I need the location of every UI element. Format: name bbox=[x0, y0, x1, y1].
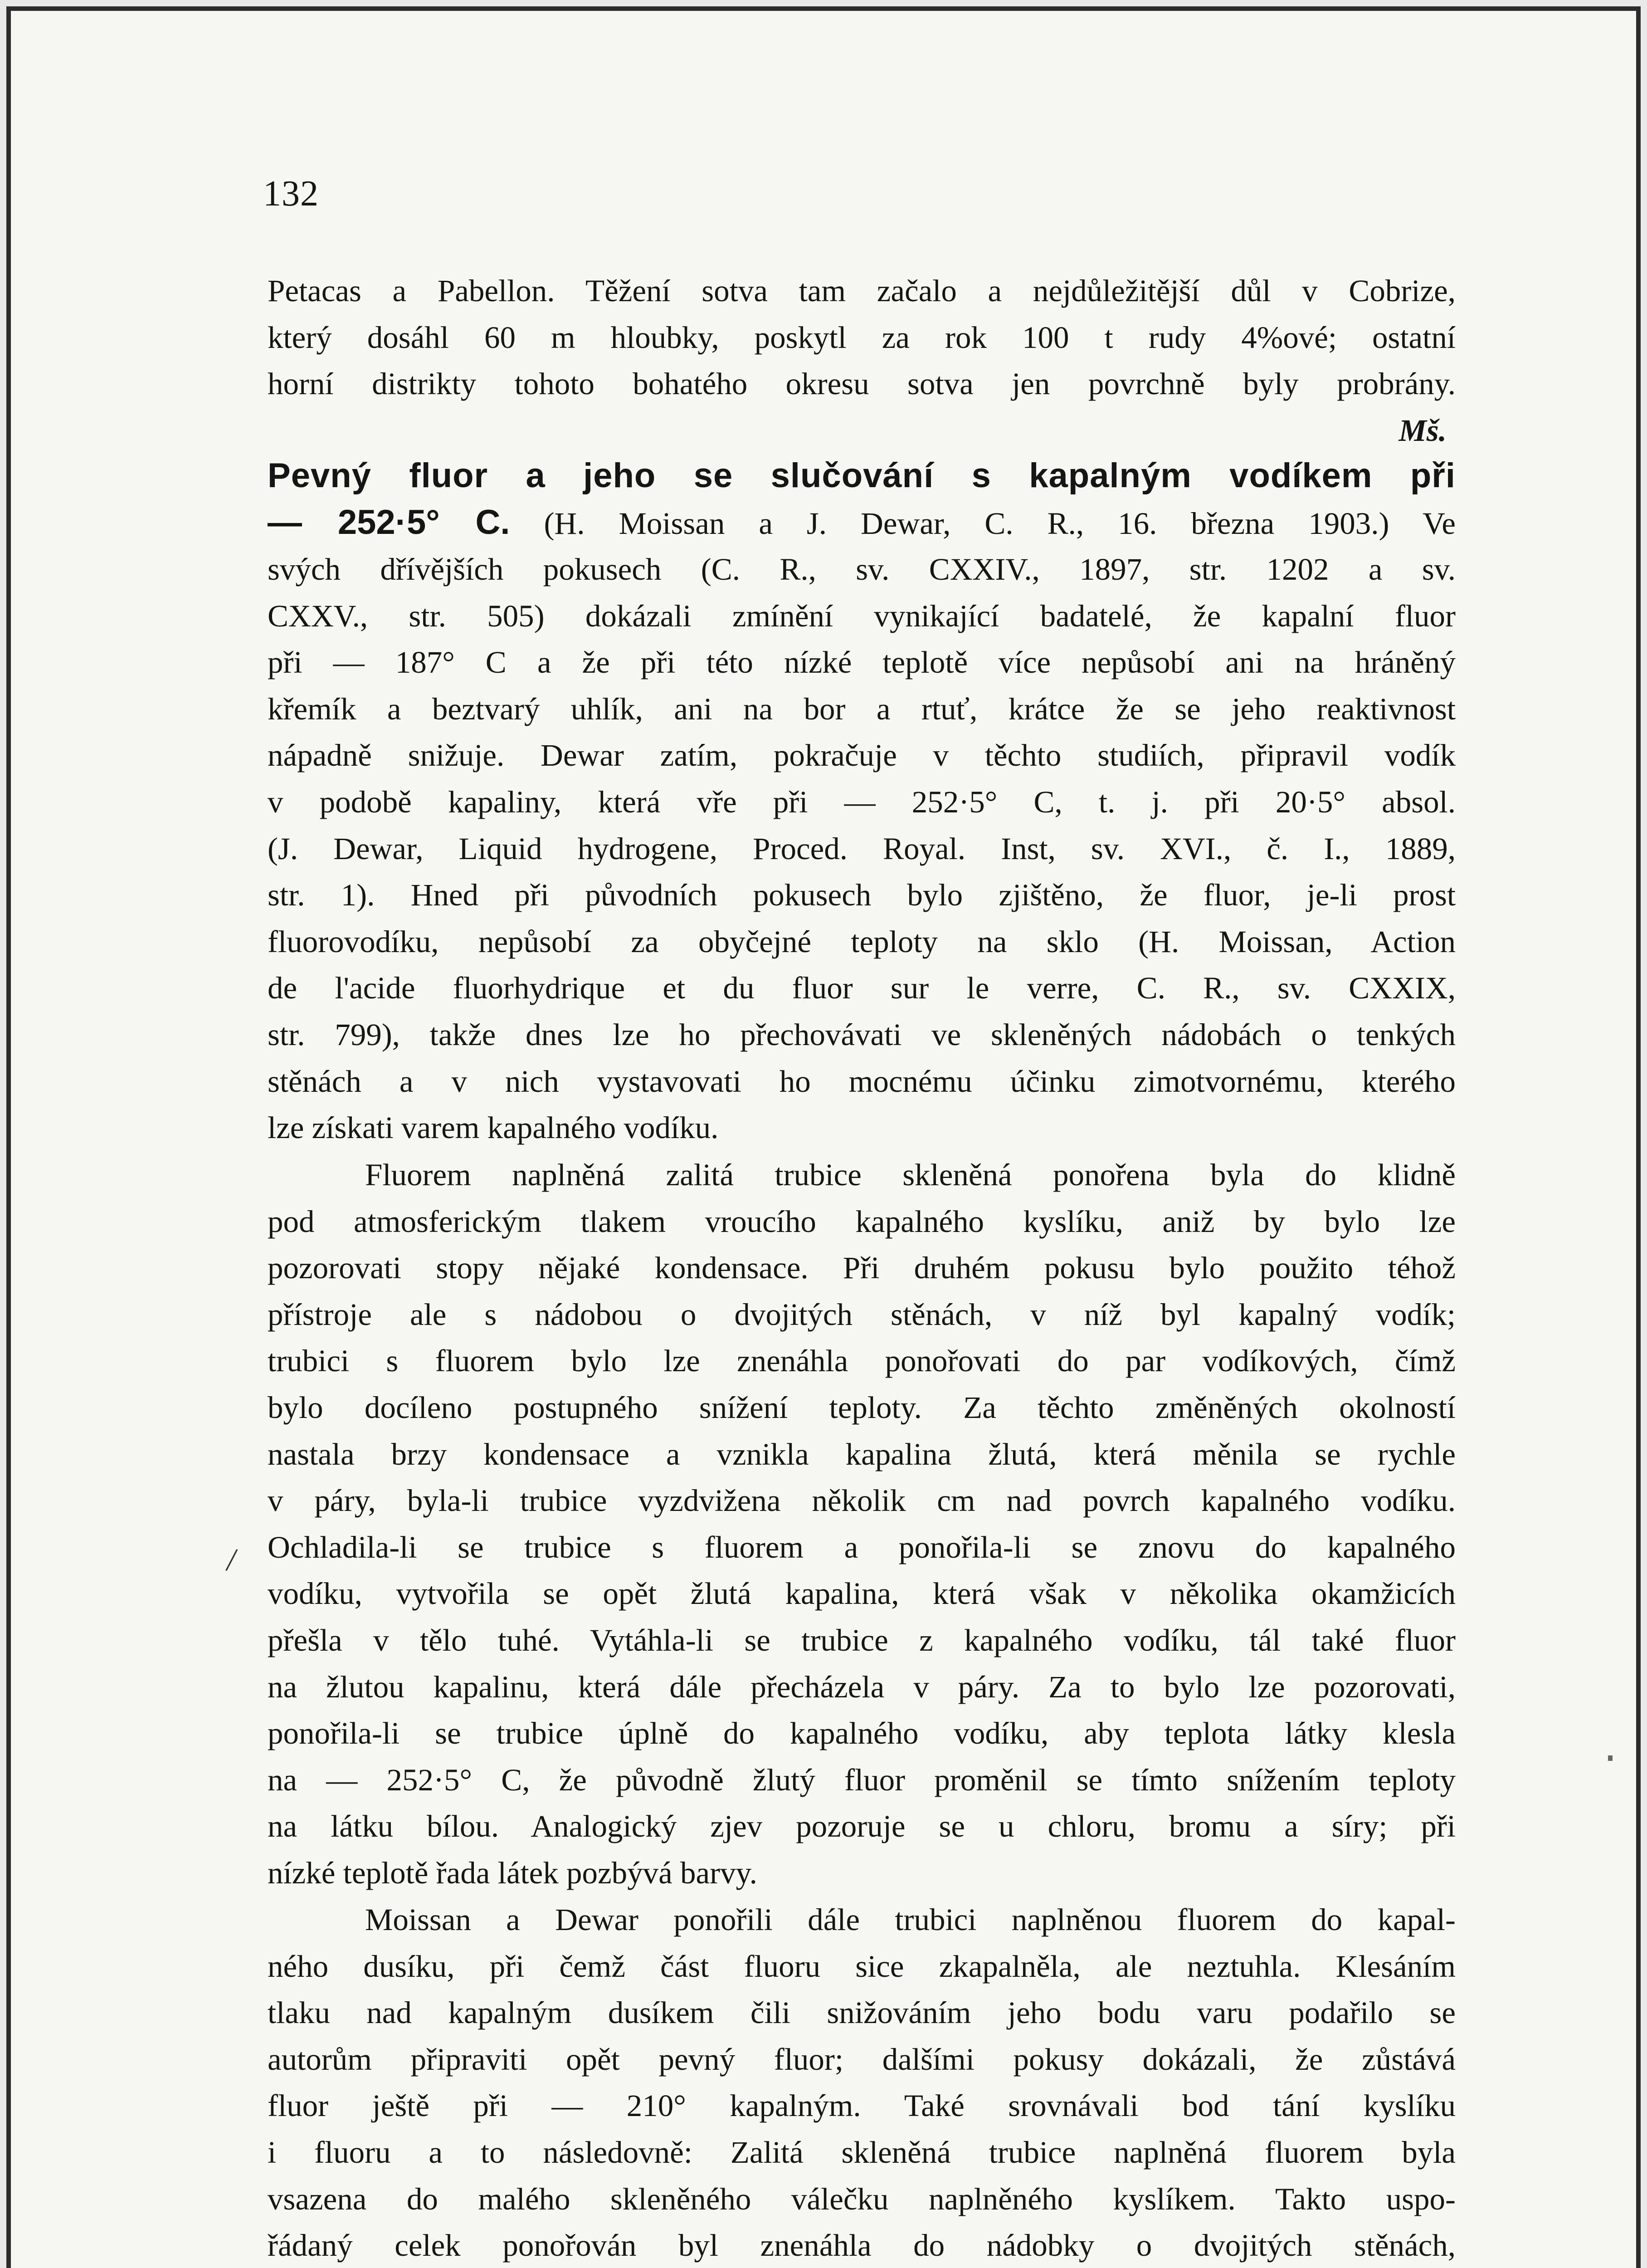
text-line: CXXV., str. 505) dokázali zmínění vynikající badatelé, že kapalní fluor bbox=[268, 598, 1456, 633]
paragraph-1 bbox=[268, 546, 1456, 1151]
text-line: pozorovati stopy nějaké kondensace. Při druhém pokusu bylo použito téhož bbox=[268, 1251, 1456, 1286]
text-line: nápadně snižuje. Dewar zatím, pokračuje v těchto studiích, připravil vodík bbox=[268, 738, 1456, 773]
margin-pencil-mark: / bbox=[227, 1543, 236, 1578]
text-line: fluorovodíku, nepůsobí za obyčejné teploty na sklo (H. Moissan, Action bbox=[268, 924, 1456, 959]
text-line: autorům připraviti opět pevný fluor; dalšími pokusy dokázali, že zůstává bbox=[268, 2042, 1456, 2077]
text-line: ponořila-li se trubice úplně do kapalného vodíku, aby teplota látky klesla bbox=[268, 1716, 1456, 1751]
text-line: str. 799), takže dnes lze ho přechovávati ve skleněných nádobách o tenkých bbox=[268, 1017, 1456, 1052]
text-line: tlaku nad kapalným dusíkem čili snižováním jeho bodu varu podařilo se bbox=[268, 1995, 1456, 2030]
title-temperature: — 252·5° C. bbox=[268, 503, 510, 542]
text-line: fluor ještě při — 210° kapalným. Také srovnávali bod tání kyslíku bbox=[268, 2088, 1456, 2123]
text-line: lze získati varem kapalného vodíku. bbox=[268, 1110, 719, 1145]
text-line: ného dusíku, při čemž část fluoru sice zkapalněla, ale neztuhla. Klesáním bbox=[268, 1949, 1456, 1984]
page-number: 132 bbox=[263, 174, 319, 214]
text-line: (J. Dewar, Liquid hydrogene, Proced. Royal. Inst, sv. XVI., č. I., 1889, bbox=[268, 831, 1456, 866]
text-line: pod atmosferickým tlakem vroucího kapalného kyslíku, aniž by bylo lze bbox=[268, 1204, 1456, 1239]
text-line: i fluoru a to následovně: Zalitá skleněná trubice naplněná fluorem byla bbox=[268, 2135, 1456, 2170]
text-line: řádaný celek ponořován byl znenáhla do nádobky o dvojitých stěnách, bbox=[268, 2228, 1456, 2263]
text-line: přešla v tělo tuhé. Vytáhla-li se trubice z kapalného vodíku, tál také fluor bbox=[268, 1623, 1456, 1657]
text-line: Moissan a Dewar ponořili dále trubici naplněnou fluorem do kapal- bbox=[365, 1902, 1456, 1937]
text-line: bylo docíleno postupného snížení teploty. Za těchto změněných okolností bbox=[268, 1390, 1456, 1425]
text-line: v páry, byla-li trubice vyzdvižena několik cm nad povrch kapalného vodíku. bbox=[268, 1483, 1456, 1518]
text-line: na — 252·5° C, že původně žlutý fluor proměnil se tímto snížením teploty bbox=[268, 1762, 1456, 1797]
text-line: horní distrikty tohoto bohatého okresu sotva jen povrchně byly probrány. bbox=[268, 367, 1456, 401]
intro-paragraph bbox=[268, 268, 1456, 454]
author-signature: Mš. bbox=[1398, 413, 1447, 448]
text-line: křemík a beztvarý uhlík, ani na bor a rtuť, krátce že se jeho reaktivnost bbox=[268, 691, 1456, 726]
text-line: Ochladila-li se trubice s fluorem a ponořila-li se znovu do kapalného bbox=[268, 1530, 1456, 1564]
text-line: nastala brzy kondensace a vznikla kapalina žlutá, která měnila se rychle bbox=[268, 1437, 1456, 1471]
text-line: de l'acide fluorhydrique et du fluor sur le verre, C. R., sv. CXXIX, bbox=[268, 971, 1456, 1006]
text-line: nízké teplotě řada látek pozbývá barvy. bbox=[268, 1855, 757, 1890]
text-line: na žlutou kapalinu, která dále přecházela v páry. Za to bylo lze pozorovati, bbox=[268, 1669, 1456, 1704]
text-line: str. 1). Hned při původních pokusech bylo zjištěno, že fluor, je-li prost bbox=[268, 878, 1456, 913]
scan-speck bbox=[1608, 1755, 1613, 1761]
text-line: přístroje ale s nádobou o dvojitých stěnách, v níž byl kapalný vodík; bbox=[268, 1297, 1456, 1332]
article-heading-block bbox=[268, 453, 1456, 547]
text-line: Petacas a Pabellon. Těžení sotva tam začalo a nejdůležitější důl v Cobrize, bbox=[268, 274, 1456, 308]
text-line: v podobě kapaliny, která vře při — 252·5° C, t. j. při 20·5° absol. bbox=[268, 784, 1456, 819]
article-title: Pevný fluor a jeho se slučování s kapalným vodíkem při bbox=[268, 456, 1456, 495]
article-citation-line bbox=[268, 499, 1456, 547]
text-line: stěnách a v nich vystavovati ho mocnému účinku zimotvornému, kterého bbox=[268, 1064, 1456, 1099]
text-line: který dosáhl 60 m hloubky, poskytl za rok 100 t rudy 4%ové; ostatní bbox=[268, 320, 1456, 355]
text-line: vodíku, vytvořila se opět žlutá kapalina, která však v několika okamžicích bbox=[268, 1576, 1456, 1611]
text-line: svých dřívějších pokusech (C. R., sv. CXXIV., 1897, str. 1202 a sv. bbox=[268, 552, 1456, 587]
text-line: vsazena do malého skleněného válečku naplněného kyslíkem. Takto uspo- bbox=[268, 2181, 1456, 2216]
paragraph-3 bbox=[268, 1897, 1456, 2268]
citation-text: (H. Moissan a J. Dewar, C. R., 16. března 1903.) Ve bbox=[544, 506, 1456, 541]
text-line: při — 187° C a že při této nízké teplotě více nepůsobí ani na hráněný bbox=[268, 645, 1456, 680]
text-line: trubici s fluorem bylo lze znenáhla ponořovati do par vodíkových, čímž bbox=[268, 1344, 1456, 1378]
text-line: na látku bílou. Analogický zjev pozoruje se u chloru, bromu a síry; při bbox=[268, 1809, 1456, 1844]
text-line: Fluorem naplněná zalitá trubice skleněná ponořena byla do klidně bbox=[365, 1158, 1456, 1192]
paragraph-2 bbox=[268, 1152, 1456, 1897]
